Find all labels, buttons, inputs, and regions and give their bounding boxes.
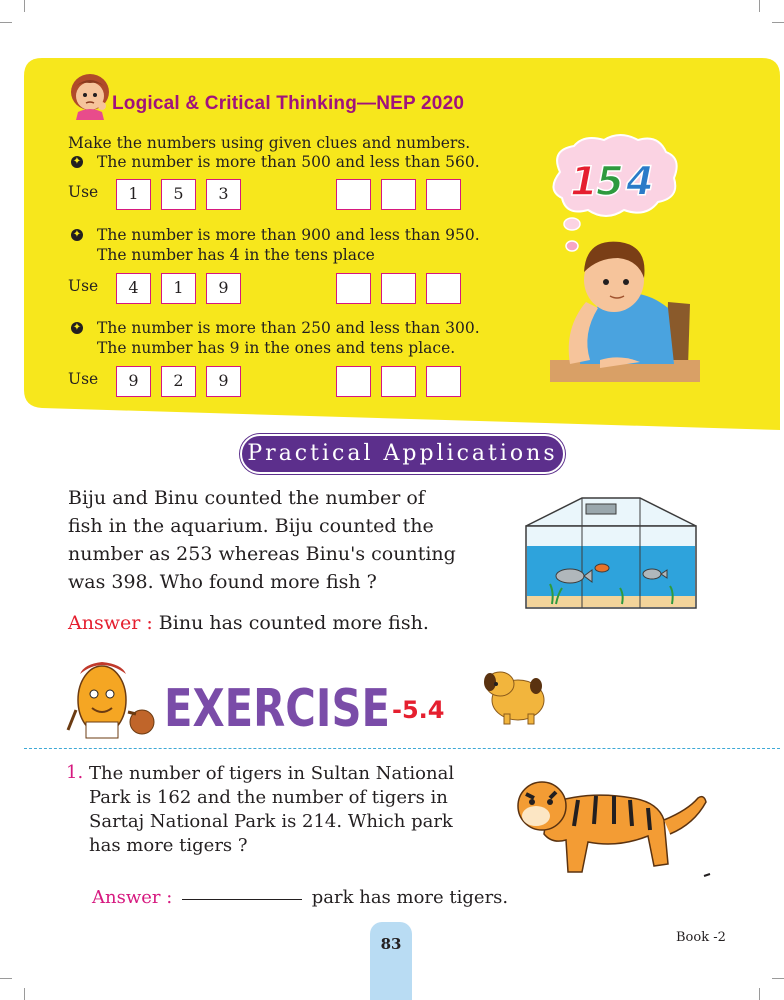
crop-mark (772, 22, 784, 23)
thinking-girl-icon (68, 72, 112, 120)
exercise-title-text: EXERCISE (164, 679, 390, 739)
clue-2-line1: The number is more than 900 and less than 950. (97, 226, 480, 244)
answer-digit-box[interactable] (381, 366, 416, 397)
problem-line: fish in the aquarium. Biju counted the (68, 515, 434, 537)
clue-3-line2: The number has 9 in the ones and tens place. (97, 339, 456, 357)
answer-label: Answer : (92, 887, 173, 908)
thinking-boy-illustration (540, 132, 700, 382)
crop-mark (0, 22, 12, 23)
answer-digit-box[interactable] (426, 179, 461, 210)
book-label: Book -2 (676, 930, 726, 945)
nep-title: Logical & Critical Thinking—NEP 2020 (112, 93, 465, 114)
practical-applications-banner: Practical Applications (240, 434, 565, 474)
crop-mark (0, 978, 12, 979)
answer-label: Answer : (68, 612, 153, 634)
crop-mark (772, 978, 784, 979)
question-line: The number of tigers in Sultan National (89, 763, 455, 784)
question-line: Sartaj National Park is 214. Which park (89, 811, 453, 832)
answer-digit-box[interactable] (336, 179, 371, 210)
given-digit-box: 4 (116, 273, 151, 304)
answer-suffix: park has more tigers. (311, 887, 509, 908)
aquarium-illustration (522, 496, 700, 612)
given-digit-box: 3 (206, 179, 241, 210)
star-bullet-icon: ✦ (72, 229, 82, 240)
page-number-tab (370, 922, 412, 1000)
page-number: 83 (380, 935, 402, 953)
thought-digit: 1 (570, 159, 598, 205)
answer-digit-box[interactable] (336, 366, 371, 397)
question-text (89, 762, 469, 858)
given-digit-box: 1 (116, 179, 151, 210)
given-digit-box: 9 (116, 366, 151, 397)
crop-mark (24, 988, 25, 1000)
question-line: has more tigers ? (89, 835, 248, 856)
mascot-illustration (66, 650, 158, 746)
answer-digit-box[interactable] (381, 273, 416, 304)
answer-text: Binu has counted more fish. (158, 612, 429, 634)
problem-line: Biju and Binu counted the number of (68, 487, 425, 509)
exercise-number: -5.4 (392, 696, 445, 724)
use-label: Use (68, 183, 99, 201)
star-bullet-icon: ✦ (72, 322, 82, 333)
answer-digit-box[interactable] (426, 273, 461, 304)
clue-2-line2: The number has 4 in the tens place (97, 246, 375, 264)
answer-digit-box[interactable] (381, 179, 416, 210)
answer-blank[interactable] (182, 899, 302, 900)
problem-line: number as 253 whereas Binu's counting (68, 543, 456, 565)
tiger-illustration (508, 764, 714, 882)
answer-digit-box[interactable] (426, 366, 461, 397)
practical-problem (68, 484, 488, 596)
crop-mark (759, 0, 760, 12)
crop-mark (24, 0, 25, 12)
star-bullet-icon: ✦ (72, 156, 82, 167)
thought-digit: 4 (626, 159, 654, 205)
question-answer (92, 887, 508, 908)
section-divider (24, 748, 780, 749)
use-label: Use (68, 370, 99, 388)
clue-1-line1: The number is more than 500 and less than 560. (97, 153, 480, 171)
clue-3-line1: The number is more than 250 and less than 300. (97, 319, 480, 337)
crop-mark (759, 988, 760, 1000)
given-digit-box: 2 (161, 366, 196, 397)
thought-digit: 5 (596, 159, 624, 205)
question-number: 1. (66, 762, 84, 783)
exercise-title (158, 664, 398, 744)
practical-answer (68, 612, 429, 634)
given-digit-box: 9 (206, 273, 241, 304)
use-label: Use (68, 277, 99, 295)
question-line: Park is 162 and the number of tigers in (89, 787, 448, 808)
given-digit-box: 1 (161, 273, 196, 304)
given-digit-box: 9 (206, 366, 241, 397)
dog-toy-illustration (478, 664, 548, 726)
nep-intro: Make the numbers using given clues and numbers. (68, 134, 471, 152)
given-digit-box: 5 (161, 179, 196, 210)
problem-line: was 398. Who found more fish ? (68, 571, 377, 593)
answer-digit-box[interactable] (336, 273, 371, 304)
